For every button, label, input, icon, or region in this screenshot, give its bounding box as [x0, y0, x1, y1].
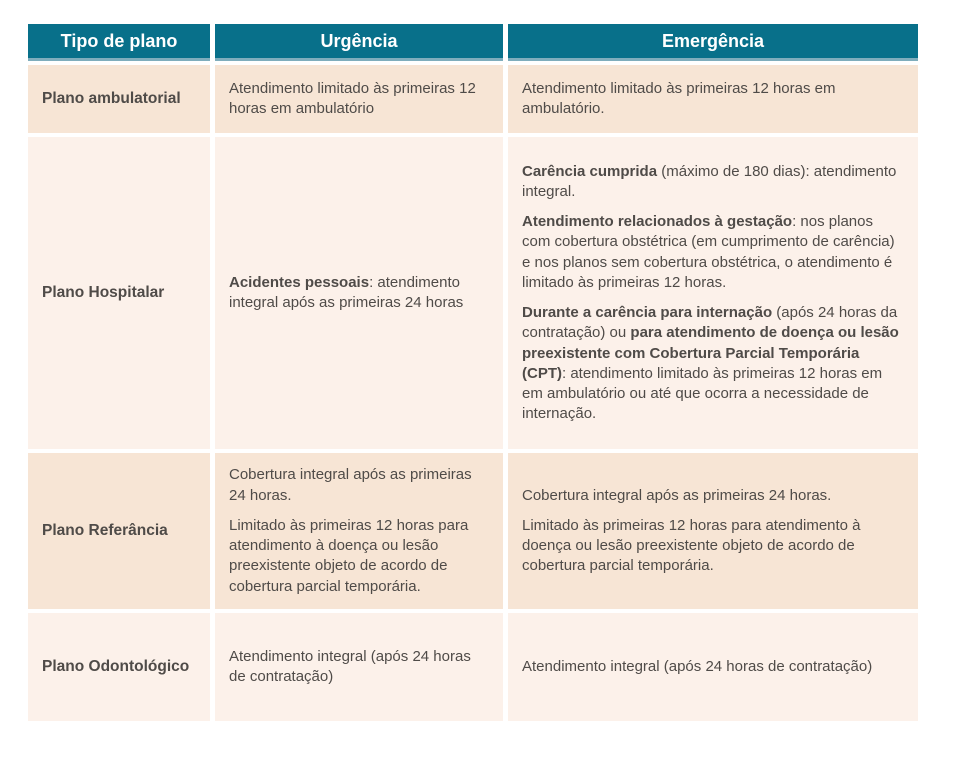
emergencia-cell: [508, 613, 918, 721]
cell-paragraph: Limitado às primeiras 12 horas para atendimento à doença ou lesão preexistente objeto de acordo de cobertura parcial temporária.: [229, 516, 469, 595]
urgencia-cell: [215, 137, 503, 449]
cell-paragraph: Limitado às primeiras 12 horas para atendimento à doença ou lesão preexistente objeto de acordo de cobertura parcial temporária.: [522, 516, 861, 575]
plan-name-cell: Plano Hospitalar: [28, 137, 210, 449]
urgencia-cell: [215, 65, 503, 133]
cell-paragraph: Cobertura integral após as primeiras 24 horas.: [522, 486, 832, 504]
header-emergencia: Emergência: [508, 24, 918, 61]
cell-paragraph: Atendimento integral (após 24 horas de contratação): [229, 647, 471, 685]
urgencia-cell: [215, 613, 503, 721]
plan-name-cell: Plano Referância: [28, 453, 210, 609]
plan-name-cell: Plano Odontológico: [28, 613, 210, 721]
plan-name-cell: Plano ambulatorial: [28, 65, 210, 133]
cell-paragraph: Atendimento limitado às primeiras 12 horas em ambulatório.: [522, 79, 836, 117]
cell-paragraph: Acidentes pessoais: atendimento integral após as primeiras 24 horas: [229, 273, 464, 311]
table-row: [28, 65, 918, 133]
header-row: [28, 24, 918, 61]
cell-paragraph: Carência cumprida (máximo de 180 dias): atendimento integral.: [522, 162, 897, 200]
cell-paragraph: Atendimento relacionados à gestação: nos planos com cobertura obstétrica (em cumprimento de carência) e nos planos sem cobertura obstétrica, o atendimento é limitado às primeiras 12 horas.: [522, 213, 895, 291]
urgencia-cell: [215, 453, 503, 609]
header-urgencia: Urgência: [215, 24, 503, 61]
table-row: [28, 453, 918, 609]
plans-comparison-table: [23, 20, 923, 725]
table-row: [28, 613, 918, 721]
emergencia-cell: [508, 137, 918, 449]
cell-paragraph: Atendimento limitado às primeiras 12 horas em ambulatório: [229, 79, 476, 117]
emergencia-cell: [508, 65, 918, 133]
header-tipo-de-plano: Tipo de plano: [28, 24, 210, 61]
cell-paragraph: Atendimento integral (após 24 horas de contratação): [522, 657, 873, 675]
table-row: [28, 137, 918, 449]
cell-paragraph: Cobertura integral após as primeiras 24 horas.: [229, 466, 472, 504]
cell-paragraph: Durante a carência para internação (após 24 horas da contratação) ou para atendimento de doença ou lesão preexistente com Cobertura Parcial Temporária (CPT): atendimento limitado às primeiras 12 horas em em ambulatório ou até que ocorra a necessidade de internação.: [522, 304, 899, 423]
emergencia-cell: [508, 453, 918, 609]
